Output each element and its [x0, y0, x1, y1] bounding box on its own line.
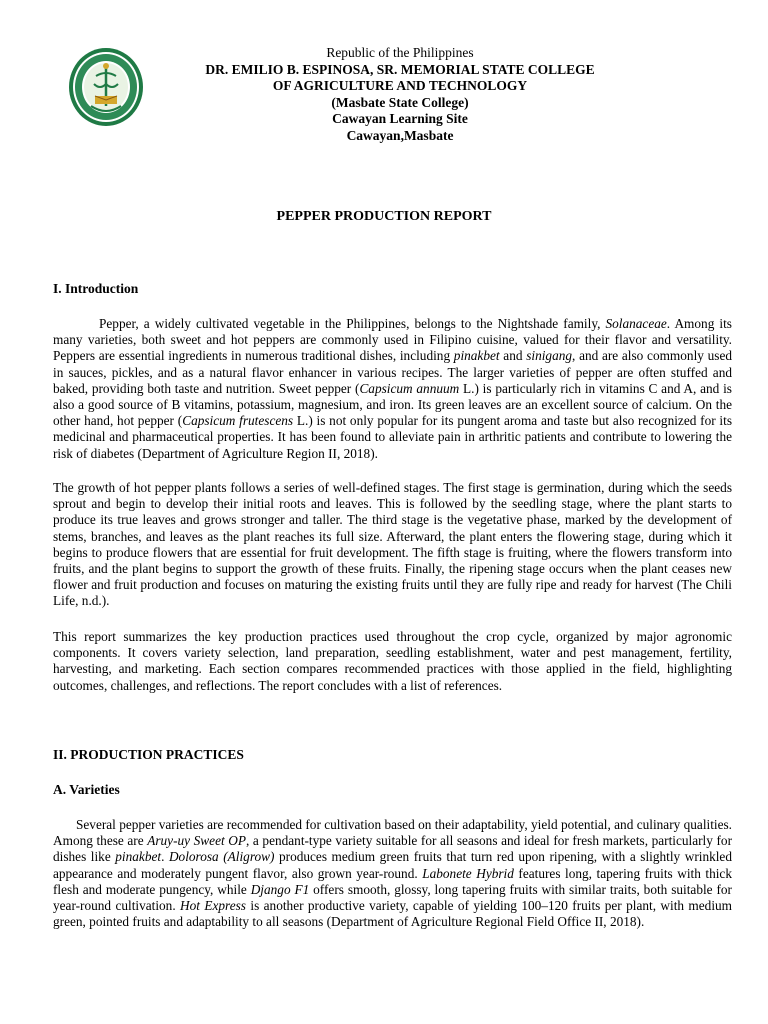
production-heading: II. PRODUCTION PRACTICES — [53, 747, 244, 762]
header-location: Cawayan,Masbate — [346, 127, 454, 143]
introduction-heading: I. Introduction — [53, 281, 139, 296]
intro-paragraph-2: The growth of hot pepper plants follows a series of well-defined stages. The first stage is germination, during which the seeds sprout and begin to develop their initial roots and leaves. This is followed by the seedling stage, where the plant starts to produce its true leaves and grows stronger and taller. The third stage is the vegetative phase, marked by the development of stems, branches, and leaves as the plant reaches its full size. Afterward, the plant enters the flowering stage, during which it begins to produce flowers that are essential for fruit development. The fifth stage is fruiting, where the flowers transform into fruits, and the plant begins to support the growth of these fruits. Finally, the ripening stage occurs when the plant ceases new flower and fruit production and focuses on maturing the existing fruits until they are fully ripe and ready for harvest (The Chili Life, n.d.). — [53, 480, 732, 609]
college-seal-icon — [67, 46, 145, 128]
header-republic: Republic of the Philippines — [326, 45, 474, 60]
varieties-subheading: A. Varieties — [53, 782, 120, 797]
report-title: PEPPER PRODUCTION REPORT — [276, 209, 492, 224]
varieties-paragraph: Several pepper varieties are recommended for cultivation based on their adaptability, yield potential, and culinary qualities. Among these are Aruy-uy Sweet OP, a pendant-type variety suitable for all seasons and ideal for fresh markets, particularly for dishes like pinakbet. Dolorosa (Aligrow) produces medium green fruits that turn red upon ripening, with a slightly wrinkled appearance and moderately pungent flavor, also grown year-round. Labonete Hybrid features long, tapering fruits with thick flesh and moderate pungency, while Django F1 offers smooth, glossy, long tapering fruits with similar traits, both suitable for year-round cultivation. Hot Express is another productive variety, capable of yielding 100–120 fruits per plant, with medium green, pointed fruits and adaptability to all seasons (Department of Agriculture Regional Field Office II, 2018). — [53, 817, 733, 930]
header-site: Cawayan Learning Site — [332, 111, 468, 127]
intro-paragraph-3: This report summarizes the key production practices used throughout the crop cycle, organized by major agronomic components. It covers variety selection, land preparation, seedling establishment, water and pest management, fertility, harvesting, and marketing. Each section compares recommended practices with those applied in the field, highlighting outcomes, challenges, and reflections. The report concludes with a list of references. — [53, 629, 732, 693]
header-short-name: (Masbate State College) — [331, 94, 469, 110]
header-college-name: DR. EMILIO B. ESPINOSA, SR. MEMORIAL STATE COLLEGE — [205, 61, 595, 77]
institution-header — [170, 45, 630, 145]
intro-paragraph-1: Pepper, a widely cultivated vegetable in the Philippines, belongs to the Nightshade family, Solanaceae. Among its many varieties, both sweet and hot peppers are commonly used in Filipino cuisine, valued for their flavor and versatility. Peppers are essential ingredients in numerous traditional dishes, including pinakbet and sinigang, and are also commonly used in sauces, pickles, and as a natural flavor enhancer in various recipes. The larger varieties of pepper are often stuffed and baked, providing both taste and nutrition. Sweet pepper (Capsicum annuum L.) is particularly rich in vitamins C and A, and is also a good source of B vitamins, potassium, magnesium, and iron. Its green leaves are an excellent source of calcium. On the other hand, hot pepper (Capsicum frutescens L.) is not only popular for its pungent aroma and taste but also recognized for its medicinal and pharmaceutical properties. It has been found to alleviate pain in arthritic patients and contribute to lowering the risk of diabetes (Department of Agriculture Region II, 2018). — [53, 316, 732, 461]
header-college-name-cont: OF AGRICULTURE AND TECHNOLOGY — [272, 78, 528, 94]
